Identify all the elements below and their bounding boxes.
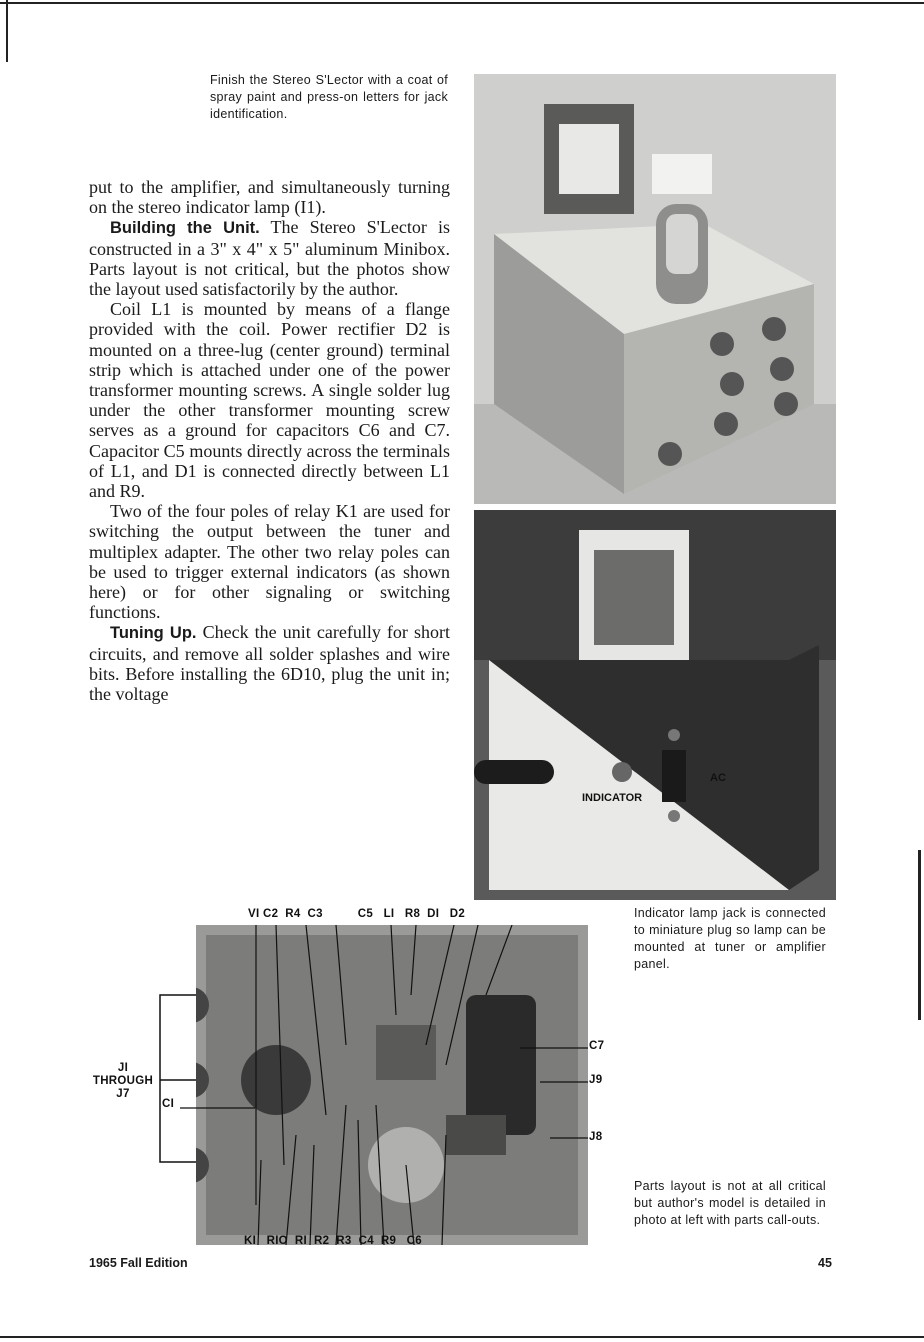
article-body bbox=[89, 177, 450, 704]
caption-finish: Finish the Stereo S'Lector with a coat of spray paint and press-on letters for jack identification. bbox=[210, 73, 448, 121]
photo-chassis-top-view bbox=[474, 74, 836, 504]
callout-c7: C7 bbox=[589, 1040, 605, 1052]
callout-c1: CI bbox=[162, 1098, 175, 1110]
photo-front-panel-illustration bbox=[474, 510, 836, 900]
label-indicator: INDICATOR bbox=[582, 792, 643, 804]
paragraph-2 bbox=[89, 217, 450, 299]
footer-edition: 1965 Fall Edition bbox=[89, 1256, 188, 1270]
photo-front-panel bbox=[474, 510, 836, 900]
photo-chassis-top-illustration bbox=[474, 74, 836, 504]
caption-indicator-jack: Indicator lamp jack is connected to miniature plug so lamp can be mounted at tuner or amplifier panel. bbox=[634, 906, 826, 971]
caption-parts-layout: Parts layout is not at all critical but author's model is detailed in photo at left with parts call-outs. bbox=[634, 1179, 826, 1227]
paragraph-2-text: The Stereo S'Lector is constructed in a 3" x 4" x 5" aluminum Minibox. Parts layout is not critical, but the photos show the layout used satisfactorily by the author. bbox=[89, 217, 450, 300]
callout-j9: J9 bbox=[589, 1074, 603, 1086]
page-number: 45 bbox=[818, 1256, 832, 1270]
paragraph-5-text: Check the unit carefully for short circuits, and remove all solder splashes and wire bits. Before installing the 6D10, plug the unit in; the voltage bbox=[89, 622, 450, 705]
callout-bottom-row: KI RIO RI R2 R3 C4 R9 C6 bbox=[244, 1235, 422, 1247]
callout-j8: J8 bbox=[589, 1131, 603, 1143]
heading-tuning: Tuning Up. bbox=[110, 624, 197, 643]
label-ac: AC bbox=[710, 772, 726, 784]
paragraph-1: put to the amplifier, and simultaneously turning on the stereo indicator lamp (I1). bbox=[89, 177, 450, 218]
paragraph-4: Two of the four poles of relay K1 are used for switching the output between the tuner and multiplex adapter. The other two relay poles can be used to trigger external indicators (as shown here) or for other signaling or switching functions. bbox=[89, 501, 450, 623]
paragraph-3: Coil L1 is mounted by means of a flange provided with the coil. Power rectifier D2 is mounted on a three-lug (center ground) terminal strip which is attached under one of the power transformer mounting screws. A single solder lug under the other transformer mounting screw serves as a ground for capacitors C6 and C7. Capacitor C5 mounts directly across the terminals of L1, and D1 is connected directly between L1 and R9. bbox=[89, 299, 450, 502]
paragraph-5 bbox=[89, 622, 450, 704]
bottom-rule bbox=[0, 1336, 924, 1338]
right-leaders bbox=[520, 1044, 590, 1144]
callout-top-row: VI C2 R4 C3 C5 LI R8 DI D2 bbox=[248, 908, 466, 920]
callout-j1-through-j7: JI THROUGH J7 bbox=[92, 1062, 154, 1100]
c1-leader bbox=[180, 1104, 260, 1112]
left-edge-mark bbox=[6, 0, 8, 62]
right-edge-mark bbox=[918, 850, 921, 1020]
jack-bracket bbox=[156, 990, 200, 1170]
heading-building: Building the Unit. bbox=[110, 219, 260, 238]
top-rule bbox=[0, 2, 924, 4]
